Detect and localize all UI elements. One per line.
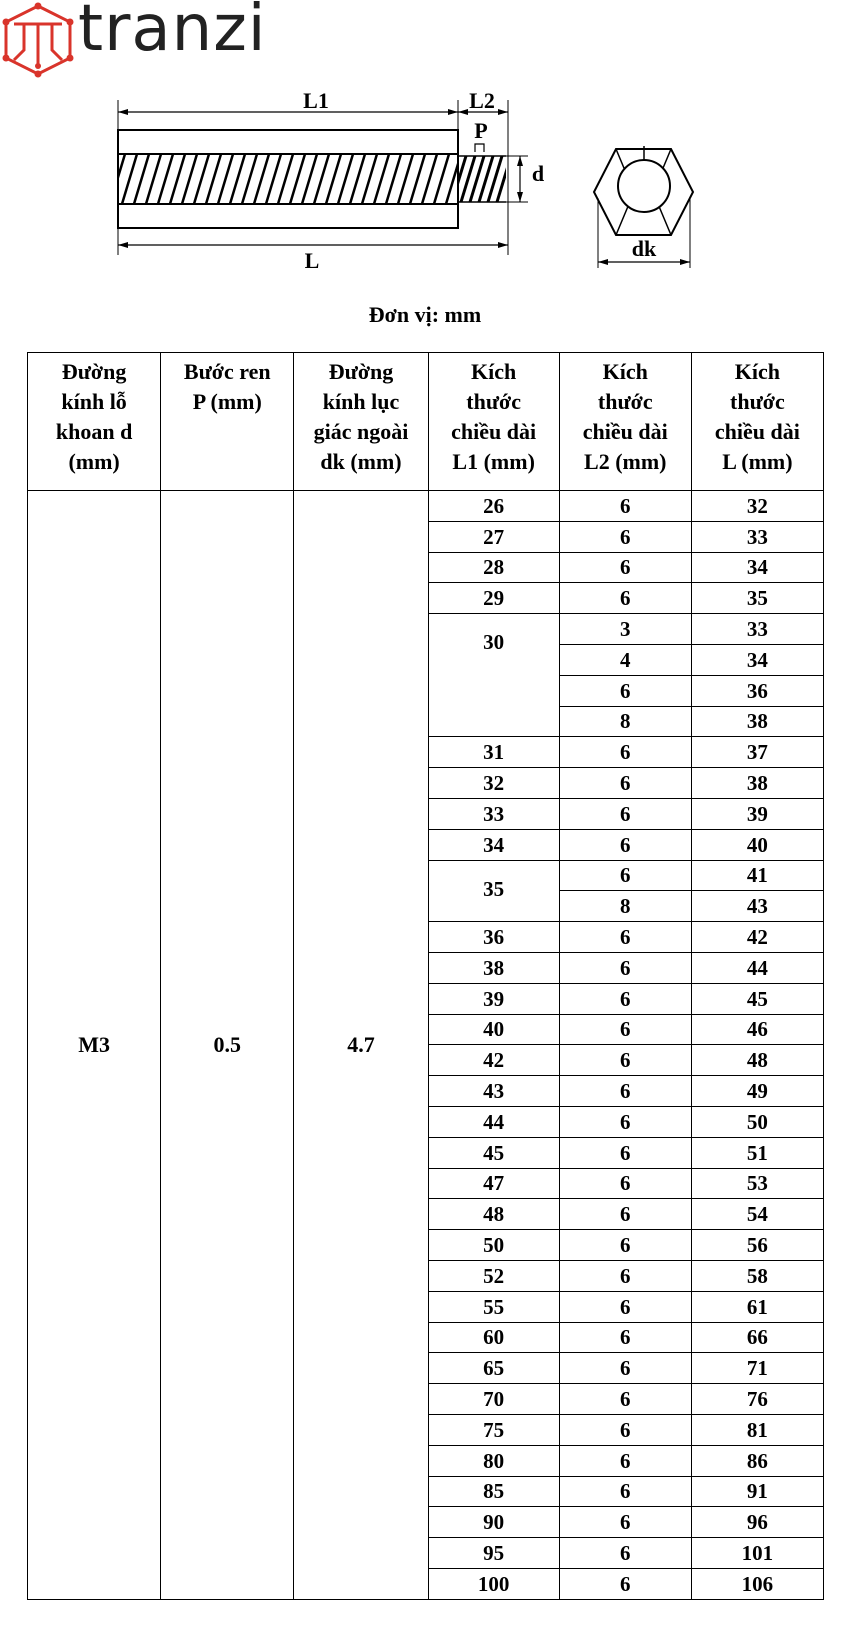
cell-l1: 50 [428, 1230, 559, 1261]
cell-l2: 4 [559, 644, 691, 675]
cell-l: 76 [691, 1384, 823, 1415]
label-l: L [304, 248, 320, 273]
cell-l: 39 [691, 798, 823, 829]
cell-l2: 6 [559, 737, 691, 768]
cell-l: 34 [691, 644, 823, 675]
cell-l2: 6 [559, 1414, 691, 1445]
cell-l2: 6 [559, 1045, 691, 1076]
cell-l: 37 [691, 737, 823, 768]
cell-l: 33 [691, 521, 823, 552]
cell-l1: 32 [428, 768, 559, 799]
cell-l2: 8 [559, 891, 691, 922]
cell-l2: 6 [559, 675, 691, 706]
cell-l1: 95 [428, 1538, 559, 1569]
cell-l2: 6 [559, 1476, 691, 1507]
cell-l1: 39 [428, 983, 559, 1014]
cell-l2: 6 [559, 1568, 691, 1599]
cell-l2: 6 [559, 552, 691, 583]
cell-l2: 6 [559, 1199, 691, 1230]
cell-l: 71 [691, 1353, 823, 1384]
cell-l: 45 [691, 983, 823, 1014]
cell-l1: 55 [428, 1291, 559, 1322]
cell-l1: 52 [428, 1260, 559, 1291]
cell-l: 81 [691, 1414, 823, 1445]
cell-l: 56 [691, 1230, 823, 1261]
cell-l1: 44 [428, 1106, 559, 1137]
cell-l1: 80 [428, 1445, 559, 1476]
cell-l1: 43 [428, 1076, 559, 1107]
cell-l1: 60 [428, 1322, 559, 1353]
cell-l2: 6 [559, 1137, 691, 1168]
cell-l1: 42 [428, 1045, 559, 1076]
cell-l1: 26 [428, 491, 559, 522]
cell-l1: 70 [428, 1384, 559, 1415]
header-l1: Kích thước chiều dài L1 (mm) [428, 353, 559, 491]
cell-l: 35 [691, 583, 823, 614]
label-dk: dk [631, 236, 657, 261]
cell-l1: 33 [428, 798, 559, 829]
cell-l: 44 [691, 952, 823, 983]
cell-l1: 45 [428, 1137, 559, 1168]
cell-l1: 28 [428, 552, 559, 583]
cell-l: 40 [691, 829, 823, 860]
cell-l1: 31 [428, 737, 559, 768]
tranzi-hexagon-logo-icon [0, 2, 80, 82]
cell-l2: 6 [559, 1076, 691, 1107]
cell-l2: 6 [559, 1230, 691, 1261]
cell-l2: 6 [559, 1538, 691, 1569]
cell-l: 46 [691, 1014, 823, 1045]
cell-l1: 47 [428, 1168, 559, 1199]
cell-l2: 6 [559, 1168, 691, 1199]
cell-l1: 30 [428, 614, 559, 737]
cell-l1: 38 [428, 952, 559, 983]
cell-l1: 36 [428, 922, 559, 953]
logo-wordmark: tranzi [78, 0, 267, 66]
cell-l1: 85 [428, 1476, 559, 1507]
header-dk: Đường kính lục giác ngoài dk (mm) [294, 353, 428, 491]
cell-l: 54 [691, 1199, 823, 1230]
cell-l1: 27 [428, 521, 559, 552]
header-d: Đường kính lỗ khoan d (mm) [28, 353, 161, 491]
cell-l2: 6 [559, 983, 691, 1014]
cell-l1: 35 [428, 860, 559, 922]
cell-l2: 6 [559, 521, 691, 552]
cell-l1: 40 [428, 1014, 559, 1045]
header-p: Bước ren P (mm) [161, 353, 294, 491]
cell-l: 96 [691, 1507, 823, 1538]
cell-dk: 4.7 [294, 491, 428, 1600]
cell-l2: 6 [559, 952, 691, 983]
cell-l1: 65 [428, 1353, 559, 1384]
cell-l: 49 [691, 1076, 823, 1107]
cell-l: 36 [691, 675, 823, 706]
spec-table [27, 352, 824, 1600]
header-l: Kích thước chiều dài L (mm) [691, 353, 823, 491]
cell-l2: 6 [559, 583, 691, 614]
cell-l: 38 [691, 706, 823, 737]
cell-l2: 6 [559, 860, 691, 891]
cell-l: 34 [691, 552, 823, 583]
cell-l: 51 [691, 1137, 823, 1168]
cell-p: 0.5 [161, 491, 294, 1600]
label-p: P [474, 118, 488, 143]
label-d: d [531, 161, 545, 186]
table-row [28, 491, 824, 522]
cell-d: M3 [28, 491, 161, 1600]
cell-l: 106 [691, 1568, 823, 1599]
cell-l: 50 [691, 1106, 823, 1137]
cell-l2: 6 [559, 798, 691, 829]
cell-l: 58 [691, 1260, 823, 1291]
cell-l1: 75 [428, 1414, 559, 1445]
cell-l1: 29 [428, 583, 559, 614]
table-header-row [28, 353, 824, 491]
cell-l2: 3 [559, 614, 691, 645]
cell-l: 41 [691, 860, 823, 891]
cell-l: 61 [691, 1291, 823, 1322]
cell-l2: 6 [559, 1106, 691, 1137]
cell-l2: 6 [559, 829, 691, 860]
cell-l2: 6 [559, 922, 691, 953]
header-l2: Kích thước chiều dài L2 (mm) [559, 353, 691, 491]
cell-l: 48 [691, 1045, 823, 1076]
cell-l2: 8 [559, 706, 691, 737]
cell-l2: 6 [559, 1014, 691, 1045]
cell-l2: 6 [559, 1260, 691, 1291]
cell-l: 38 [691, 768, 823, 799]
cell-l: 53 [691, 1168, 823, 1199]
cell-l2: 6 [559, 1507, 691, 1538]
cell-l2: 6 [559, 1291, 691, 1322]
spacer-technical-drawing [0, 90, 850, 290]
cell-l: 33 [691, 614, 823, 645]
cell-l: 43 [691, 891, 823, 922]
cell-l2: 6 [559, 1384, 691, 1415]
cell-l2: 6 [559, 1353, 691, 1384]
cell-l1: 48 [428, 1199, 559, 1230]
cell-l: 101 [691, 1538, 823, 1569]
label-l1: L1 [303, 90, 329, 113]
cell-l2: 6 [559, 1322, 691, 1353]
label-l2: L2 [469, 90, 495, 113]
spec-table-body [28, 491, 824, 1600]
cell-l2: 6 [559, 768, 691, 799]
brand-logo [0, 0, 300, 90]
cell-l2: 6 [559, 491, 691, 522]
cell-l1: 34 [428, 829, 559, 860]
cell-l1: 100 [428, 1568, 559, 1599]
cell-l: 86 [691, 1445, 823, 1476]
unit-label: Đơn vị: mm [368, 302, 482, 327]
cell-l: 66 [691, 1322, 823, 1353]
cell-l: 42 [691, 922, 823, 953]
cell-l: 91 [691, 1476, 823, 1507]
cell-l1: 90 [428, 1507, 559, 1538]
cell-l: 32 [691, 491, 823, 522]
cell-l2: 6 [559, 1445, 691, 1476]
